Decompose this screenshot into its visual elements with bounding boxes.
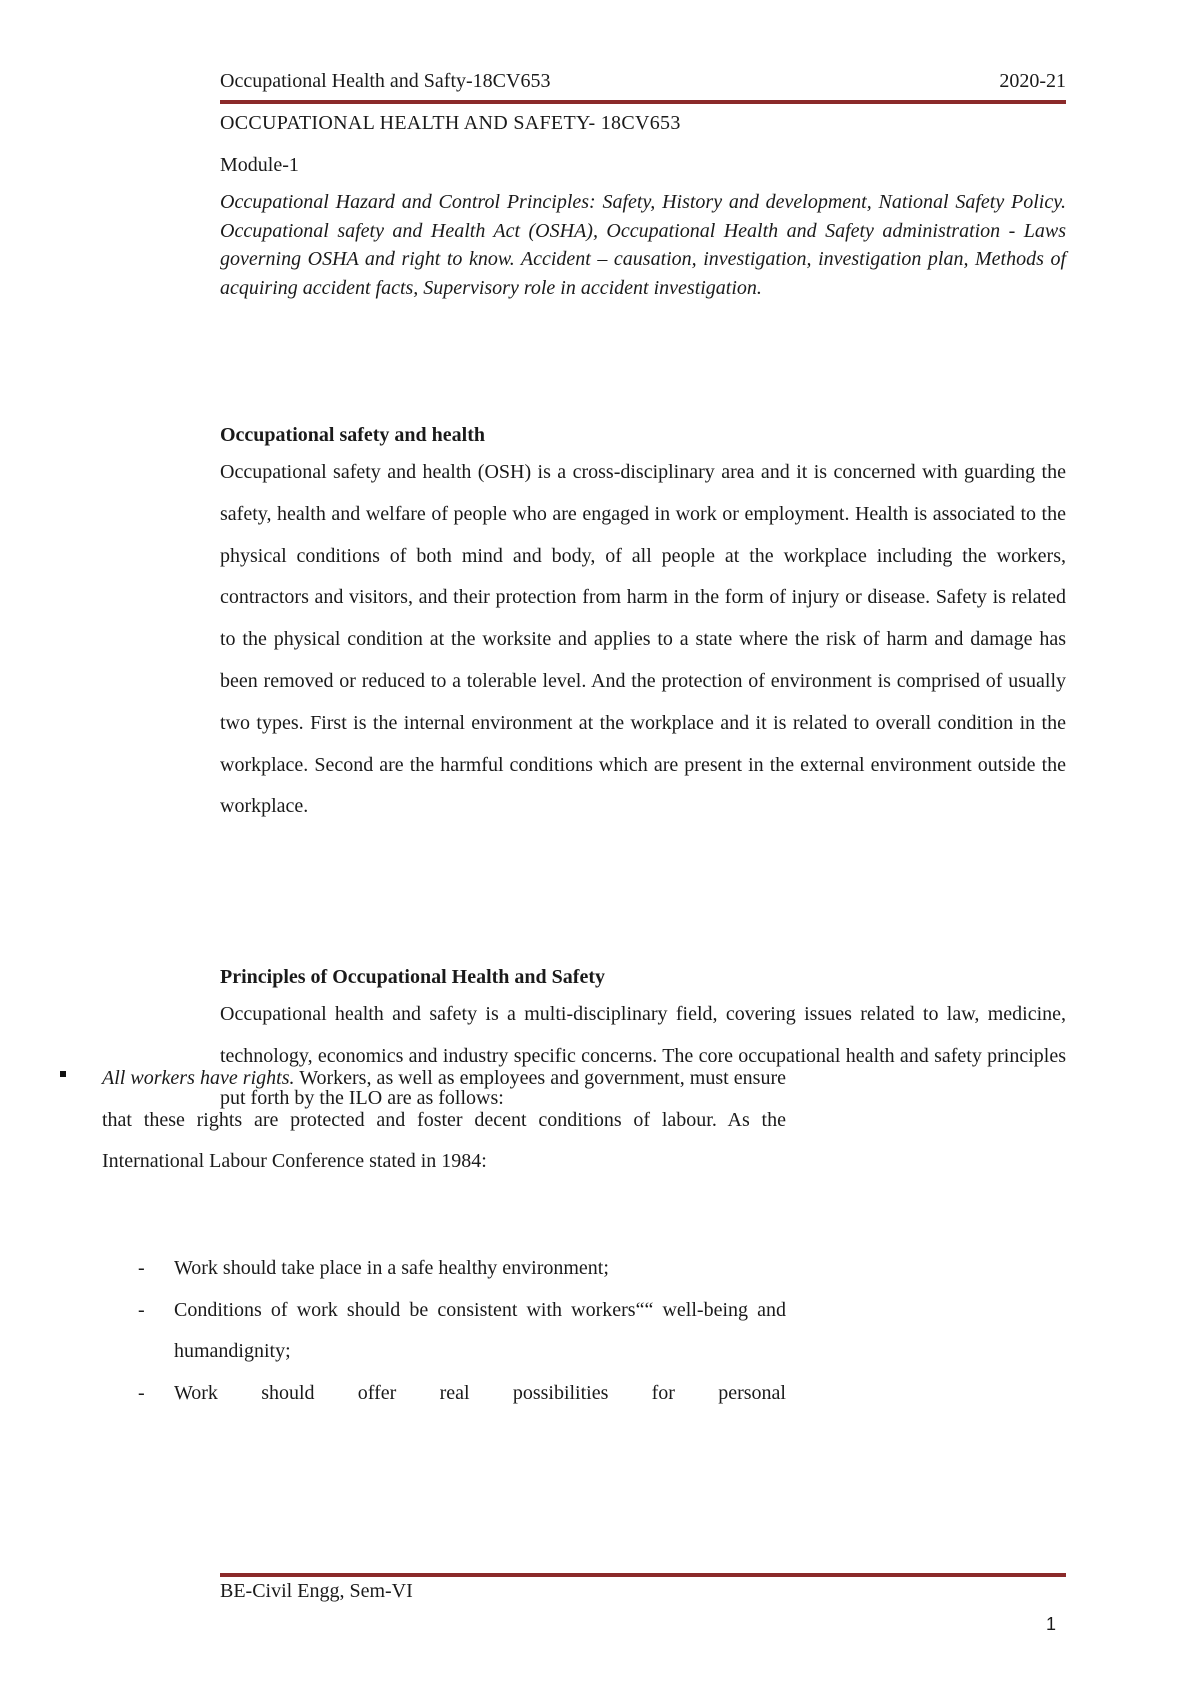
section-osh bbox=[220, 420, 1066, 828]
dash-item-text: Conditions of work should be consistent with workers““ well-being and humandignity; bbox=[174, 1298, 786, 1362]
header-academic-year: 2020-21 bbox=[999, 70, 1066, 92]
square-bullet-icon bbox=[60, 1071, 66, 1077]
header-course-title: Occupational Health and Safty-18CV653 bbox=[220, 70, 551, 92]
page-number: 1 bbox=[1046, 1614, 1057, 1634]
footer-rule bbox=[220, 1573, 1066, 1577]
footer-course-info: BE-Civil Engg, Sem-VI bbox=[220, 1580, 413, 1602]
dash-list bbox=[138, 1248, 786, 1414]
section-paragraph: Occupational health and safety is a multi-disciplinary field, covering issues related to law, medicine, technology, economics and industry specific concerns. The core occupational health and safety principles put forth by the ILO are as follows: bbox=[220, 1003, 1066, 1109]
dash-item-text: Work should take place in a safe healthy environment; bbox=[174, 1257, 609, 1279]
dash-item-text: Work should offer real possibilities for personal bbox=[174, 1381, 786, 1404]
dash-list-item bbox=[138, 1373, 786, 1415]
bullet-lead: All workers have rights. bbox=[102, 1067, 295, 1089]
dash-list-item bbox=[138, 1248, 786, 1290]
page-content bbox=[220, 108, 1066, 1109]
dash-marker: - bbox=[138, 1381, 145, 1404]
bullet-body: Workers, as well as employees and government, must ensure that these rights are protected and foster decent conditions of labour. As the International Labour Conference stated in 1984: bbox=[102, 1067, 786, 1172]
page-header bbox=[220, 70, 1066, 102]
bullet-text bbox=[102, 1058, 786, 1183]
document-title: OCCUPATIONAL HEALTH AND SAFETY- 18CV653 bbox=[220, 112, 681, 134]
bullet-item bbox=[60, 1058, 786, 1183]
header-rule bbox=[220, 100, 1066, 104]
dash-marker: - bbox=[138, 1298, 145, 1321]
dash-marker: - bbox=[138, 1257, 145, 1279]
module-syllabus: Occupational Hazard and Control Principles: Safety, History and development, National Safety Policy. Occupational safety and Health Act (OSHA), Occupational Health and Safety administration - Laws governing OSHA and right to know. Accident – causation, investigation, investigation plan, Methods of acquiring accident facts, Supervisory role in accident investigation. bbox=[220, 191, 1066, 299]
section-paragraph: Occupational safety and health (OSH) is a cross-disciplinary area and it is concerned with guarding the safety, health and welfare of people who are engaged in work or employment. Health is associated to the physical conditions of both mind and body, of all people at the workplace including the workers, contractors and visitors, and their protection from harm in the form of injury or disease. Safety is related to the physical condition at the worksite and applies to a state where the risk of harm and damage has been removed or reduced to a tolerable level. And the protection of environment is comprised of usually two types. First is the internal environment at the workplace and it is related to overall condition in the workplace. Second are the harmful conditions which are present in the external environment outside the workplace. bbox=[220, 461, 1066, 818]
module-label: Module-1 bbox=[220, 154, 299, 176]
section-heading: Occupational safety and health bbox=[220, 424, 486, 446]
section-heading: Principles of Occupational Health and Safety bbox=[220, 966, 605, 988]
dash-list-item bbox=[138, 1290, 786, 1373]
